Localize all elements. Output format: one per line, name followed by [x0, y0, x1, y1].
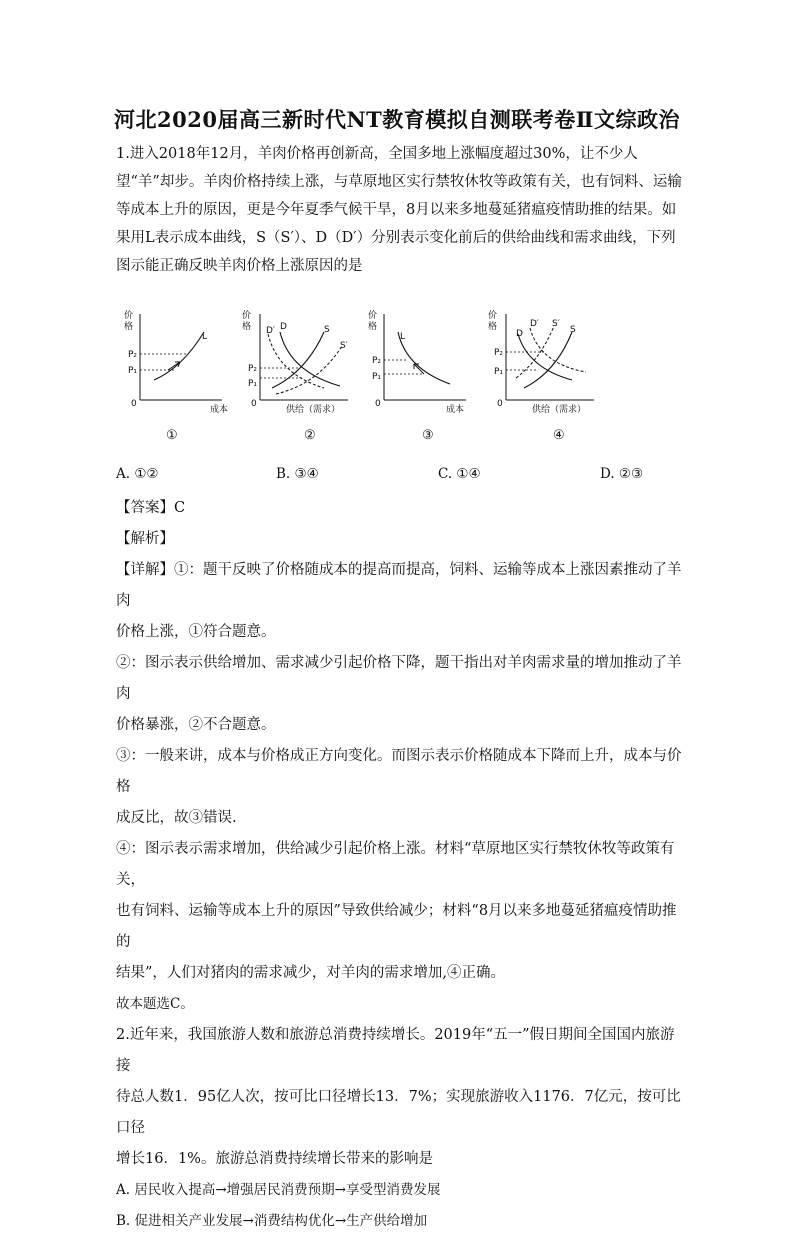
question-1-options — [116, 466, 676, 486]
answer-value: C — [174, 500, 186, 516]
conclusion-line: 故本题选C。 — [116, 996, 194, 1012]
d-prime-label: D′ — [530, 319, 539, 329]
question-2-option-b: B. 促进相关产业发展→消费结构优化→生产供给增加 — [116, 1213, 428, 1229]
x-label: 成本 — [210, 405, 229, 415]
p2-label: P₂ — [372, 356, 382, 366]
y-label-1: 价 — [124, 311, 134, 321]
origin-label: 0 — [497, 399, 503, 409]
y-label-1: 价 — [242, 311, 252, 321]
graph-number-2: ② — [304, 428, 316, 443]
origin-label: 0 — [251, 399, 257, 409]
analysis-tag: 【解析】 — [116, 531, 174, 547]
question-1-stem: 1.进入2018年12月，羊肉价格再创新高，全国多地上涨幅度超过30%，让不少人望“羊”却步。羊肉价格持续上涨，与草原地区实行禁牧休牧等政策有关，也有饲料、运输等成本上升的原因，更是今年夏季气候干旱，8月以来多地蔓延猪瘟疫情助推的结果。如果用L表示成本曲线，S（S′）、D（D′）分别表示变化前后的供给曲线和需求曲线，下列图示能正确反映羊肉价格上涨原因的是 — [116, 146, 682, 274]
cost-curve-l — [398, 332, 450, 384]
option-a: A. ①② — [116, 466, 159, 482]
detail-line-8: 也有饲料、运输等成本上升的原因”导致供给减少；材料“8月以来多地蔓延猪瘟疫情助推的 — [116, 903, 677, 950]
d-label: D — [516, 329, 523, 339]
p1-label: P₁ — [494, 367, 504, 377]
detail-line-6: 成反比，故③错误. — [116, 810, 237, 826]
detail-line-5: ③：一般来讲，成本与价格成正方向变化。而图示表示价格随成本下降而上升，成本与价格 — [116, 748, 682, 795]
question-1-figures — [122, 306, 642, 426]
demand-curve-d-prime — [530, 328, 586, 372]
question-2-line-2: 待总人数1．95亿人次，按可比口径增长13．7%；实现旅游收入1176．7亿元，按可比口径 — [116, 1089, 681, 1136]
answer-section — [116, 493, 686, 1237]
y-label-1: 价 — [368, 311, 378, 321]
graph-number-1: ① — [166, 428, 178, 443]
y-label-2: 格 — [368, 322, 378, 332]
answer-line — [116, 493, 686, 524]
d-prime-label: D′ — [266, 326, 275, 336]
graph-1-svg — [122, 306, 238, 422]
graph-number-4: ④ — [553, 428, 565, 443]
p1-label: P₁ — [248, 379, 258, 389]
s-label: S — [324, 325, 330, 335]
page-title: 河北2020届高三新时代NT教育模拟自测联考卷Ⅱ文综政治 — [114, 107, 680, 132]
y-label-2: 格 — [488, 322, 498, 332]
graph-1 — [122, 306, 238, 422]
graph-3 — [366, 306, 482, 422]
detail-line-7: ④：图示表示需求增加，供给减少引起价格上涨。材料“草原地区实行禁牧休牧等政策有关， — [116, 841, 675, 888]
option-d: D. ②③ — [600, 466, 644, 482]
question-2-line-1: 2.近年来，我国旅游人数和旅游总消费持续增长。2019年“五一”假日期间全国国内旅游接 — [116, 1027, 675, 1074]
graph-number-3: ③ — [422, 428, 434, 443]
detail-line-1: 【详解】①：题干反映了价格随成本的提高而提高，饲料、运输等成本上涨因素推动了羊肉 — [116, 562, 682, 609]
y-label-1: 价 — [488, 311, 498, 321]
x-label: 成本 — [446, 405, 465, 415]
cost-curve-l — [154, 332, 204, 380]
origin-label: 0 — [131, 399, 137, 409]
detail-line-9: 结果”，人们对猪肉的需求减少，对羊肉的需求增加,④正确。 — [116, 965, 506, 981]
supply-curve-s — [272, 332, 324, 388]
curve-label-l: L — [202, 332, 208, 342]
s-prime-label: S′ — [340, 341, 348, 351]
option-c: C. ①④ — [438, 466, 481, 482]
graph-number-row — [0, 428, 794, 444]
supply-curve-s-prime — [276, 346, 342, 394]
detail-line-2: 价格上涨，①符合题意。 — [116, 624, 276, 640]
question-2-option-a: A. 居民收入提高→增强居民消费预期→享受型消费发展 — [116, 1182, 441, 1198]
detail-line-4: 价格暴涨，②不合题意。 — [116, 717, 276, 733]
x-label: 供给（需求） — [286, 405, 341, 415]
answer-tag: 【答案】 — [116, 500, 174, 516]
option-b: B. ③④ — [276, 466, 319, 482]
s-label: S — [570, 325, 576, 335]
p1-label: P₁ — [128, 366, 138, 376]
detail-line-3: ②：图示表示供给增加、需求减少引起价格下降，题干指出对羊肉需求量的增加推动了羊肉 — [116, 655, 682, 702]
y-label-2: 格 — [124, 322, 134, 332]
d-label: D — [280, 322, 287, 332]
p2-label: P₂ — [248, 364, 258, 374]
p2-label: P₂ — [494, 348, 504, 358]
s-prime-label: S′ — [552, 319, 560, 329]
origin-label: 0 — [375, 399, 381, 409]
supply-curve-s — [524, 332, 572, 388]
graph-4 — [486, 306, 602, 422]
p2-label: P₂ — [128, 350, 138, 360]
curve-label-l: L — [400, 332, 406, 342]
graph-4-svg — [486, 306, 602, 422]
graph-3-svg — [366, 306, 482, 422]
y-label-2: 格 — [242, 322, 252, 332]
graph-2-svg — [240, 306, 356, 422]
question-2-line-3: 增长16．1%。旅游总消费持续增长带来的影响是 — [116, 1151, 433, 1167]
p1-label: P₁ — [372, 372, 382, 382]
x-label: 供给（需求） — [532, 405, 587, 415]
graph-2 — [240, 306, 356, 422]
